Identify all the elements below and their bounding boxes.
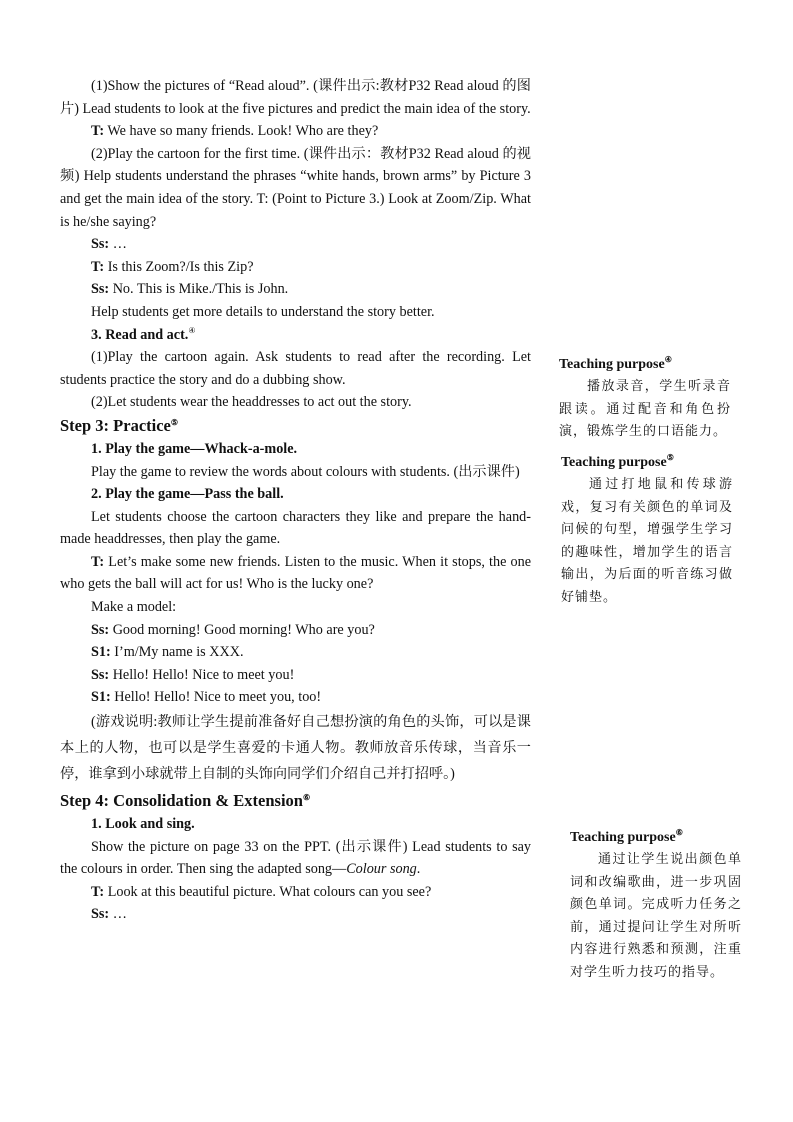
speaker-label: Ss:	[91, 236, 110, 253]
speaker-label: T:	[91, 883, 105, 900]
lesson-body	[60, 75, 531, 926]
dialogue-text: Hello! Hello! Nice to meet you!	[109, 666, 295, 683]
footnote-marker: ⑥	[675, 828, 683, 837]
paragraph-review-colours: Play the game to review the words about colours with students. (出示课件)	[91, 463, 520, 480]
dialogue-text: Good morning! Good morning! Who are you?	[109, 621, 375, 638]
paragraph-text: Show the picture on page 33 on the PPT. (出示课件) Lead students to say the colours in order. Then sing the adapted song—	[60, 838, 531, 878]
dialogue-text: Look at this beautiful picture. What colours can you see?	[104, 883, 432, 900]
speaker-label: Ss:	[91, 281, 110, 298]
dialogue-line	[60, 881, 531, 904]
teaching-purpose-note-6	[570, 828, 742, 983]
teaching-purpose-note-5	[561, 453, 733, 608]
dialogue-text: …	[109, 906, 127, 923]
note-heading	[570, 828, 742, 848]
speaker-label: Ss:	[91, 906, 110, 923]
footnote-marker: ④	[664, 355, 672, 364]
note-heading-text: Teaching purpose	[570, 830, 676, 845]
speaker-label: Ss:	[91, 621, 110, 638]
dialogue-line	[60, 686, 531, 709]
dialogue-text: Is this Zoom?/Is this Zip?	[104, 258, 254, 275]
section-heading-pass-ball	[60, 483, 531, 506]
speaker-label: S1:	[91, 689, 111, 706]
heading-text: 1. Play the game—Whack-a-mole.	[91, 440, 298, 457]
dialogue-text: I’m/My name is XXX.	[110, 644, 244, 661]
dialogue-text: We have so many friends. Look! Who are they?	[104, 123, 379, 140]
step-heading-practice	[60, 414, 531, 438]
speaker-label: Ss:	[91, 666, 110, 683]
dialogue-line	[60, 903, 531, 926]
paragraph-details: Help students get more details to understand the story better.	[91, 303, 435, 320]
dialogue-text: Let’s make some new friends. Listen to the music. When it stops, the one who gets the ball will act for us! Who is the lucky one?	[60, 553, 531, 593]
dialogue-line	[60, 551, 531, 596]
heading-text: Step 4: Consolidation & Extension	[60, 791, 303, 811]
dialogue-line	[60, 619, 531, 642]
section-heading-whack	[60, 438, 531, 461]
note-text: 播放录音，学生听录音跟读。通过配音和角色扮演，锻炼学生的口语能力。	[559, 378, 731, 438]
note-heading-text: Teaching purpose	[561, 455, 667, 470]
paragraph-game-instructions: (游戏说明:教师让学生提前准备好自己想扮演的角色的头饰，可以是课本上的人物，也可以是学生喜爱的卡通人物。教师放音乐传球，当音乐一停，谁拿到小球就带上自制的头饰向同学们介绍自己并打招呼。)	[60, 714, 531, 783]
heading-text: 3. Read and act.	[91, 326, 189, 343]
note-heading-text: Teaching purpose	[559, 357, 665, 372]
speaker-label: S1:	[91, 644, 111, 661]
teaching-purpose-note-4	[559, 355, 731, 443]
paragraph-play-cartoon: (2)Play the cartoon for the first time. (课件出示：教材P32 Read aloud 的视频) Help students understand the phrases “white hands, brown arms” by Picture 3 and get the main idea of the story. T: (Point to Picture 3.) Look at Zoom/Zip. What is he/she saying?	[60, 145, 531, 230]
paragraph-show-picture-ppt	[60, 836, 531, 881]
paragraph-choose-characters: Let students choose the cartoon characters they like and prepare the hand-made headdresses, then play the game.	[60, 508, 531, 548]
heading-text: 2. Play the game—Pass the ball.	[91, 486, 284, 503]
footnote-marker: ⑥	[302, 793, 311, 803]
paragraph-model: Make a model:	[91, 599, 177, 616]
heading-text: Step 3: Practice	[60, 415, 171, 435]
speaker-label: T:	[91, 553, 105, 570]
footnote-marker: ⑤	[666, 453, 674, 462]
heading-text: 1. Look and sing.	[91, 816, 195, 833]
dialogue-line	[60, 233, 531, 256]
dialogue-line	[60, 278, 531, 301]
step-heading-consolidation	[60, 789, 531, 813]
section-heading-look-sing	[60, 813, 531, 836]
footnote-marker: ⑤	[170, 417, 179, 427]
paragraph-show-pictures: (1)Show the pictures of “Read aloud”. (课件出示:教材P32 Read aloud 的图片) Lead students to look at the five pictures and predict the main idea of the story.	[60, 78, 531, 117]
paragraph-headdresses: (2)Let students wear the headdresses to act out the story.	[91, 394, 412, 411]
song-title: Colour song	[346, 861, 417, 878]
dialogue-text: …	[109, 236, 127, 253]
dialogue-line	[60, 256, 531, 279]
paragraph-end: .	[416, 861, 421, 878]
speaker-label: T:	[91, 258, 105, 275]
note-heading	[559, 355, 731, 375]
dialogue-text: Hello! Hello! Nice to meet you, too!	[110, 689, 322, 706]
speaker-label: T:	[91, 123, 105, 140]
dialogue-line	[60, 664, 531, 687]
note-text: 通过打地鼠和传球游戏，复习有关颜色的单词及问候的句型，增强学生学习的趣味性，增加学生的语言输出，为后面的听音练习做好铺垫。	[561, 476, 733, 604]
note-heading	[561, 453, 733, 473]
dialogue-line	[60, 120, 531, 143]
paragraph-play-again: (1)Play the cartoon again. Ask students to read after the recording. Let students practice the story and do a dubbing show.	[60, 349, 531, 388]
dialogue-line	[60, 641, 531, 664]
section-heading-read-act	[60, 324, 531, 347]
footnote-marker: ④	[188, 325, 196, 335]
dialogue-text: No. This is Mike./This is John.	[109, 281, 289, 298]
note-text: 通过让学生说出颜色单词和改编歌曲，进一步巩固颜色单词。完成听力任务之前，通过提问让学生对所听内容进行熟悉和预测，注重对学生听力技巧的指导。	[570, 851, 742, 979]
